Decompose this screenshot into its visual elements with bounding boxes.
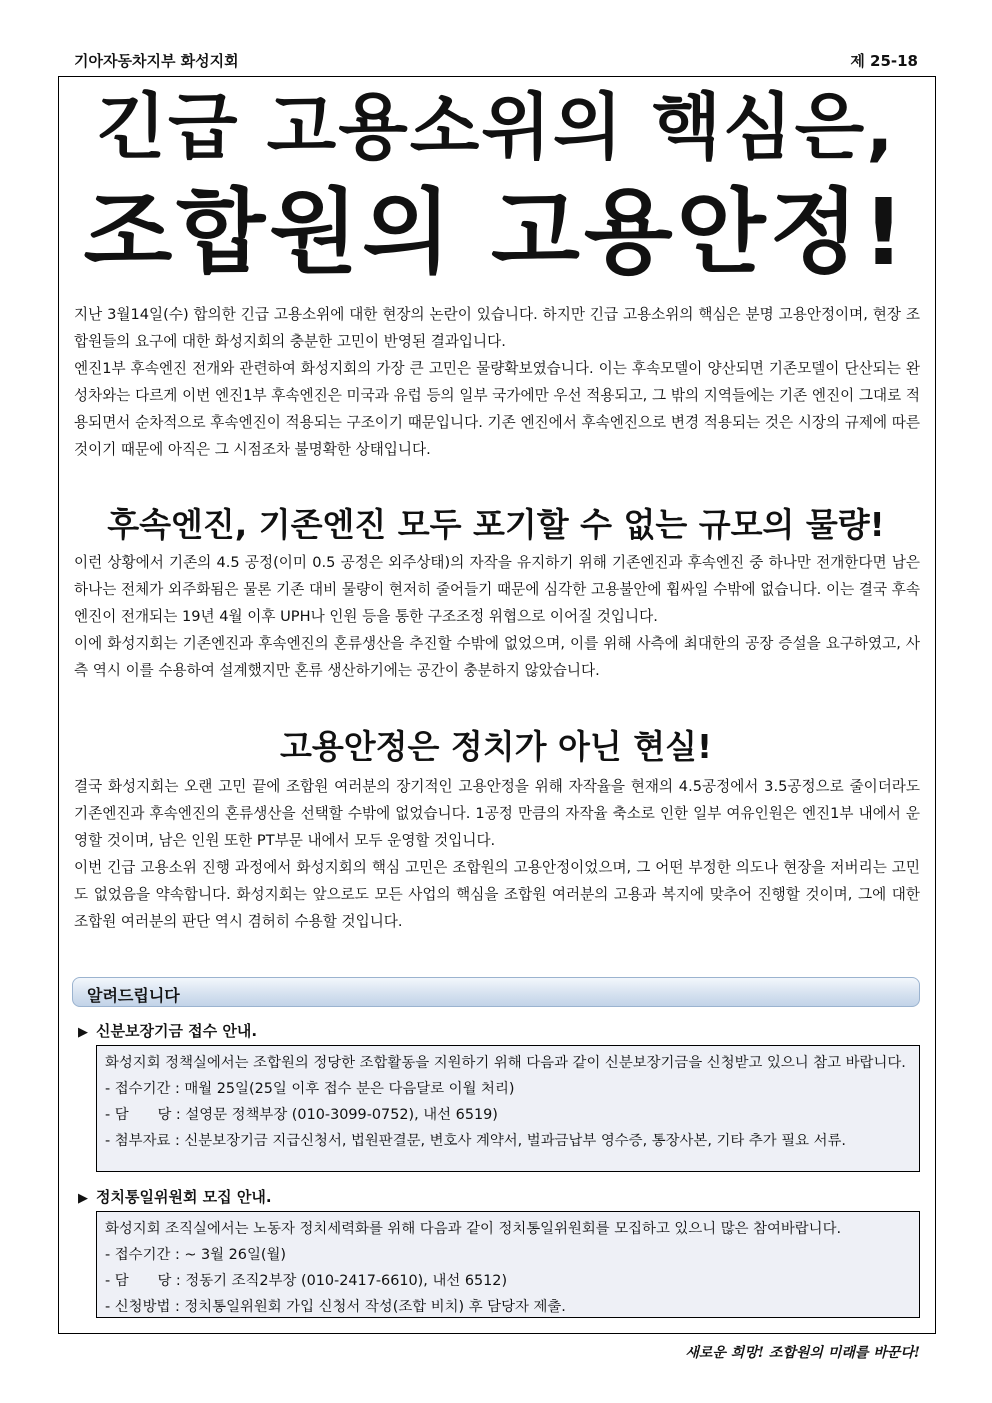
paragraph: 엔진1부 후속엔진 전개와 관련하여 화성지회의 가장 큰 고민은 물량확보였습니다. 이는 후속모델이 양산되면 기존모델이 단산되는 완성차와는 다르게 이번 엔진1부 후속엔진은 미국과 유럽 등의 일부 국가에만 우선 적용되고, 그 밖의 지역들에는 기존 엔진이 그대로 적용되면서 순차적으로 후속엔진이 적용되는 구조이기 때문입니다. 기존 엔진에서 후속엔진으로 변경 적용되는 것은 시장의 규제에 따른 것이기 때문에 아직은 그 시점조차 불명확한 상태입니다.: [74, 360, 920, 458]
notice-item-label: 신분보장기금 접수 안내.: [96, 1022, 258, 1040]
notice-line: - 접수기간 : ~ 3월 26일(월): [105, 1247, 286, 1263]
notice-lead: 화성지회 정책실에서는 조합원의 정당한 조합활동을 지원하기 위해 다음과 같이 신분보장기금을 신청받고 있으니 참고 바랍니다.: [105, 1055, 906, 1071]
notice-box: [96, 1211, 920, 1318]
notice-line: - 담 당 : 설영문 정책부장 (010-3099-0752), 내선 6519): [105, 1107, 498, 1123]
paragraph: 이런 상황에서 기존의 4.5 공정(이미 0.5 공정은 외주상태)의 자작을 유지하기 위해 기존엔진과 후속엔진 중 하나만 전개한다면 남은 하나는 전체가 외주화됨은 물론 기존 대비 물량이 현저히 줄어들기 때문에 심각한 고용불안에 휩싸일 수밖에 없습니다. 이는 결국 후속엔진이 전개되는 19년 4월 이후 UPH나 인원 등을 통한 구조조정 위협으로 이어질 것입니다.: [74, 554, 920, 625]
notice-item-title: [78, 1020, 257, 1041]
section3-title: 고용안정은 정치가 아닌 현실!: [279, 727, 713, 766]
notice-heading: 알려드립니다: [87, 986, 180, 1005]
paragraph: 지난 3월14일(수) 합의한 긴급 고용소위에 대한 현장의 논란이 있습니다. 하지만 긴급 고용소위의 핵심은 분명 고용안정이며, 현장 조합원들의 요구에 대한 화성지회의 충분한 고민이 반영된 결과입니다.: [74, 306, 920, 350]
section2-title: 후속엔진, 기존엔진 모두 포기할 수 없는 규모의 물량!: [107, 505, 885, 544]
notice-box: [96, 1045, 920, 1172]
section2-body: [74, 549, 920, 684]
notice-line: - 접수기간 : 매월 25일(25일 이후 접수 분은 다음달로 이월 처리): [105, 1081, 515, 1097]
triangle-bullet-icon: ▶: [78, 1025, 88, 1040]
headline-line2: 조합원의 고용안정!: [83, 179, 909, 286]
paragraph: 결국 화성지회는 오랜 고민 끝에 조합원 여러분의 장기적인 고용안정을 위해 자작율을 현재의 4.5공정에서 3.5공정으로 줄이더라도 기존엔진과 후속엔진의 혼류생산을 선택할 수밖에 없었습니다. 1공정 만큼의 자작율 축소로 인한 일부 여유인원은 엔진1부 내에서 운영할 것이며, 남은 인원 또한 PT부문 내에서 모두 운영할 것입니다.: [74, 778, 920, 849]
notice-line: - 신청방법 : 정치통일위원회 가입 신청서 작성(조합 비치) 후 담당자 제출.: [105, 1299, 566, 1315]
org-name: 기아자동차지부 화성지회: [74, 51, 239, 70]
headline-line1: 긴급 고용소위의 핵심은,: [96, 85, 896, 169]
paragraph: 이번 긴급 고용소위 진행 과정에서 화성지회의 핵심 고민은 조합원의 고용안정이었으며, 그 어떤 부정한 의도나 현장을 저버리는 고민도 없었음을 약속합니다. 화성지회는 앞으로도 모든 사업의 핵심을 조합원 여러분의 고용과 복지에 맞추어 진행할 것이며, 그에 대한 조합원 여러분의 판단 역시 겸허히 수용할 것입니다.: [74, 859, 920, 930]
notice-lead: 화성지회 조직실에서는 노동자 정치세력화를 위해 다음과 같이 정치통일위원회를 모집하고 있으니 많은 참여바랍니다.: [105, 1221, 842, 1237]
footer-slogan: 새로운 희망! 조합원의 미래를 바꾼다!: [685, 1345, 920, 1361]
section1-body: [74, 301, 920, 463]
paragraph: 이에 화성지회는 기존엔진과 후속엔진의 혼류생산을 추진할 수밖에 없었으며, 이를 위해 사측에 최대한의 공장 증설을 요구하였고, 사측 역시 이를 수용하여 설계했지만 혼류 생산하기에는 공간이 충분하지 않았습니다.: [74, 635, 920, 679]
issue-number: 제 25-18: [850, 51, 918, 70]
notice-heading-bar: [72, 977, 920, 1007]
notice-line: - 첨부자료 : 신분보장기금 지급신청서, 법원판결문, 변호사 계약서, 벌과금납부 영수증, 통장사본, 기타 추가 필요 서류.: [105, 1133, 846, 1149]
page-header: [74, 48, 918, 72]
triangle-bullet-icon: ▶: [78, 1191, 88, 1206]
notice-line: - 담 당 : 정동기 조직2부장 (010-2417-6610), 내선 6512): [105, 1273, 508, 1289]
notice-item-title: [78, 1186, 272, 1207]
section3-body: [74, 773, 920, 935]
notice-item-label: 정치통일위원회 모집 안내.: [96, 1188, 272, 1206]
